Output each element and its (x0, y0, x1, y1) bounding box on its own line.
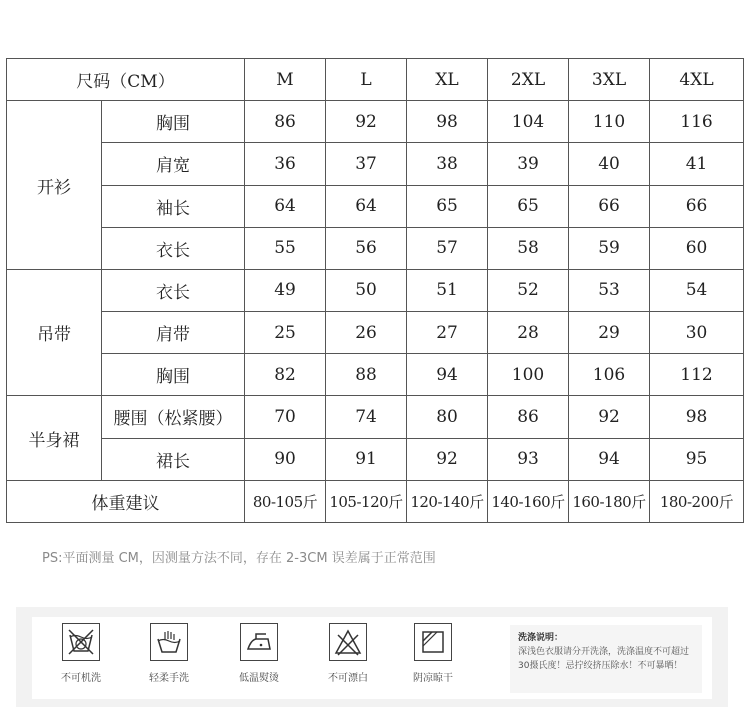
size-header-cell: 2XL (488, 59, 569, 101)
weight-value: 160-180斤 (569, 480, 650, 522)
measurement-value: 104 (488, 101, 569, 143)
garment-group-label: 吊带 (7, 269, 102, 396)
measurement-value: 65 (407, 185, 488, 227)
measurement-value: 54 (650, 269, 744, 311)
measurement-value: 56 (326, 227, 407, 269)
no-bleach-icon (333, 627, 363, 657)
care-item-no-machine-wash (46, 623, 116, 684)
care-label: 不可机洗 (61, 673, 101, 684)
table-row (7, 438, 744, 480)
wash-instructions-title: 洗涤说明： (518, 633, 564, 643)
measurement-value: 36 (245, 143, 326, 185)
weight-value: 105-120斤 (326, 480, 407, 522)
garment-group-label: 半身裙 (7, 396, 102, 480)
measurement-value: 51 (407, 269, 488, 311)
measurement-value: 55 (245, 227, 326, 269)
measurement-value: 98 (407, 101, 488, 143)
measurement-value: 95 (650, 438, 744, 480)
measurement-value: 100 (488, 354, 569, 396)
wash-instructions-text: 深浅色衣服请分开洗涤，洗涤温度不可超过30摄氏度！忌拧绞挤压除水！不可暴晒！ (518, 647, 690, 671)
measurement-value: 27 (407, 312, 488, 354)
measurement-value: 64 (245, 185, 326, 227)
measurement-label: 裙长 (102, 438, 245, 480)
measurement-value: 92 (569, 396, 650, 438)
measurement-value: 106 (569, 354, 650, 396)
measurement-value: 37 (326, 143, 407, 185)
weight-value: 180-200斤 (650, 480, 744, 522)
measurement-label: 肩宽 (102, 143, 245, 185)
measurement-value: 90 (245, 438, 326, 480)
measurement-label: 腰围（松紧腰） (102, 396, 245, 438)
weight-row (7, 480, 744, 522)
measurement-value: 93 (488, 438, 569, 480)
measurement-note: PS:平面测量 CM，因测量方法不同，存在 2-3CM 误差属于正常范围 (42, 551, 436, 566)
measurement-value: 30 (650, 312, 744, 354)
measurement-value: 52 (488, 269, 569, 311)
measurement-value: 58 (488, 227, 569, 269)
weight-value: 140-160斤 (488, 480, 569, 522)
wash-instructions (510, 625, 702, 693)
measurement-value: 53 (569, 269, 650, 311)
measurement-value: 92 (407, 438, 488, 480)
table-row (7, 269, 744, 311)
table-row (7, 227, 744, 269)
table-row (7, 143, 744, 185)
care-item-no-bleach (313, 623, 383, 684)
size-header-cell: 3XL (569, 59, 650, 101)
weight-value: 80-105斤 (245, 480, 326, 522)
measurement-value: 82 (245, 354, 326, 396)
measurement-value: 92 (326, 101, 407, 143)
measurement-value: 39 (488, 143, 569, 185)
table-row (7, 185, 744, 227)
size-header-cell: XL (407, 59, 488, 101)
measurement-value: 38 (407, 143, 488, 185)
weight-label: 体重建议 (7, 480, 245, 522)
size-header-cell: M (245, 59, 326, 101)
measurement-value: 50 (326, 269, 407, 311)
measurement-value: 26 (326, 312, 407, 354)
care-label: 低温熨烫 (239, 673, 279, 684)
measurement-label: 胸围 (102, 354, 245, 396)
care-item-shade-dry (398, 623, 468, 684)
measurement-value: 116 (650, 101, 744, 143)
measurement-value: 65 (488, 185, 569, 227)
measurement-value: 66 (650, 185, 744, 227)
measurement-value: 57 (407, 227, 488, 269)
table-row (7, 312, 744, 354)
measurement-value: 74 (326, 396, 407, 438)
measurement-label: 衣长 (102, 227, 245, 269)
measurement-value: 94 (407, 354, 488, 396)
measurement-value: 28 (488, 312, 569, 354)
measurement-value: 98 (650, 396, 744, 438)
care-panel (16, 607, 728, 707)
measurement-value: 40 (569, 143, 650, 185)
measurement-value: 86 (245, 101, 326, 143)
measurement-value: 112 (650, 354, 744, 396)
measurement-label: 袖长 (102, 185, 245, 227)
measurement-label: 胸围 (102, 101, 245, 143)
measurement-value: 88 (326, 354, 407, 396)
size-header-cell: 4XL (650, 59, 744, 101)
shade-dry-icon (418, 627, 448, 657)
low-temp-iron-icon (244, 627, 274, 657)
measurement-value: 29 (569, 312, 650, 354)
measurement-value: 60 (650, 227, 744, 269)
measurement-value: 91 (326, 438, 407, 480)
care-item-iron (224, 623, 294, 684)
care-label: 阴凉晾干 (413, 673, 453, 684)
table-row (7, 396, 744, 438)
measurement-value: 86 (488, 396, 569, 438)
header-row (7, 59, 744, 101)
no-machine-wash-icon (66, 627, 96, 657)
measurement-value: 94 (569, 438, 650, 480)
measurement-label: 肩带 (102, 312, 245, 354)
weight-value: 120-140斤 (407, 480, 488, 522)
garment-group-label: 开衫 (7, 101, 102, 270)
size-chart-table (6, 58, 744, 523)
measurement-value: 110 (569, 101, 650, 143)
measurement-value: 66 (569, 185, 650, 227)
measurement-value: 80 (407, 396, 488, 438)
care-label: 轻柔手洗 (149, 673, 189, 684)
table-row (7, 354, 744, 396)
gentle-hand-wash-icon (154, 627, 184, 657)
size-header-label: 尺码（CM） (7, 59, 245, 101)
measurement-value: 41 (650, 143, 744, 185)
care-instructions (32, 617, 712, 699)
care-label: 不可漂白 (328, 673, 368, 684)
measurement-value: 49 (245, 269, 326, 311)
measurement-value: 64 (326, 185, 407, 227)
table-row (7, 101, 744, 143)
measurement-value: 59 (569, 227, 650, 269)
measurement-value: 70 (245, 396, 326, 438)
care-item-hand-wash (134, 623, 204, 684)
measurement-value: 25 (245, 312, 326, 354)
measurement-label: 衣长 (102, 269, 245, 311)
size-header-cell: L (326, 59, 407, 101)
